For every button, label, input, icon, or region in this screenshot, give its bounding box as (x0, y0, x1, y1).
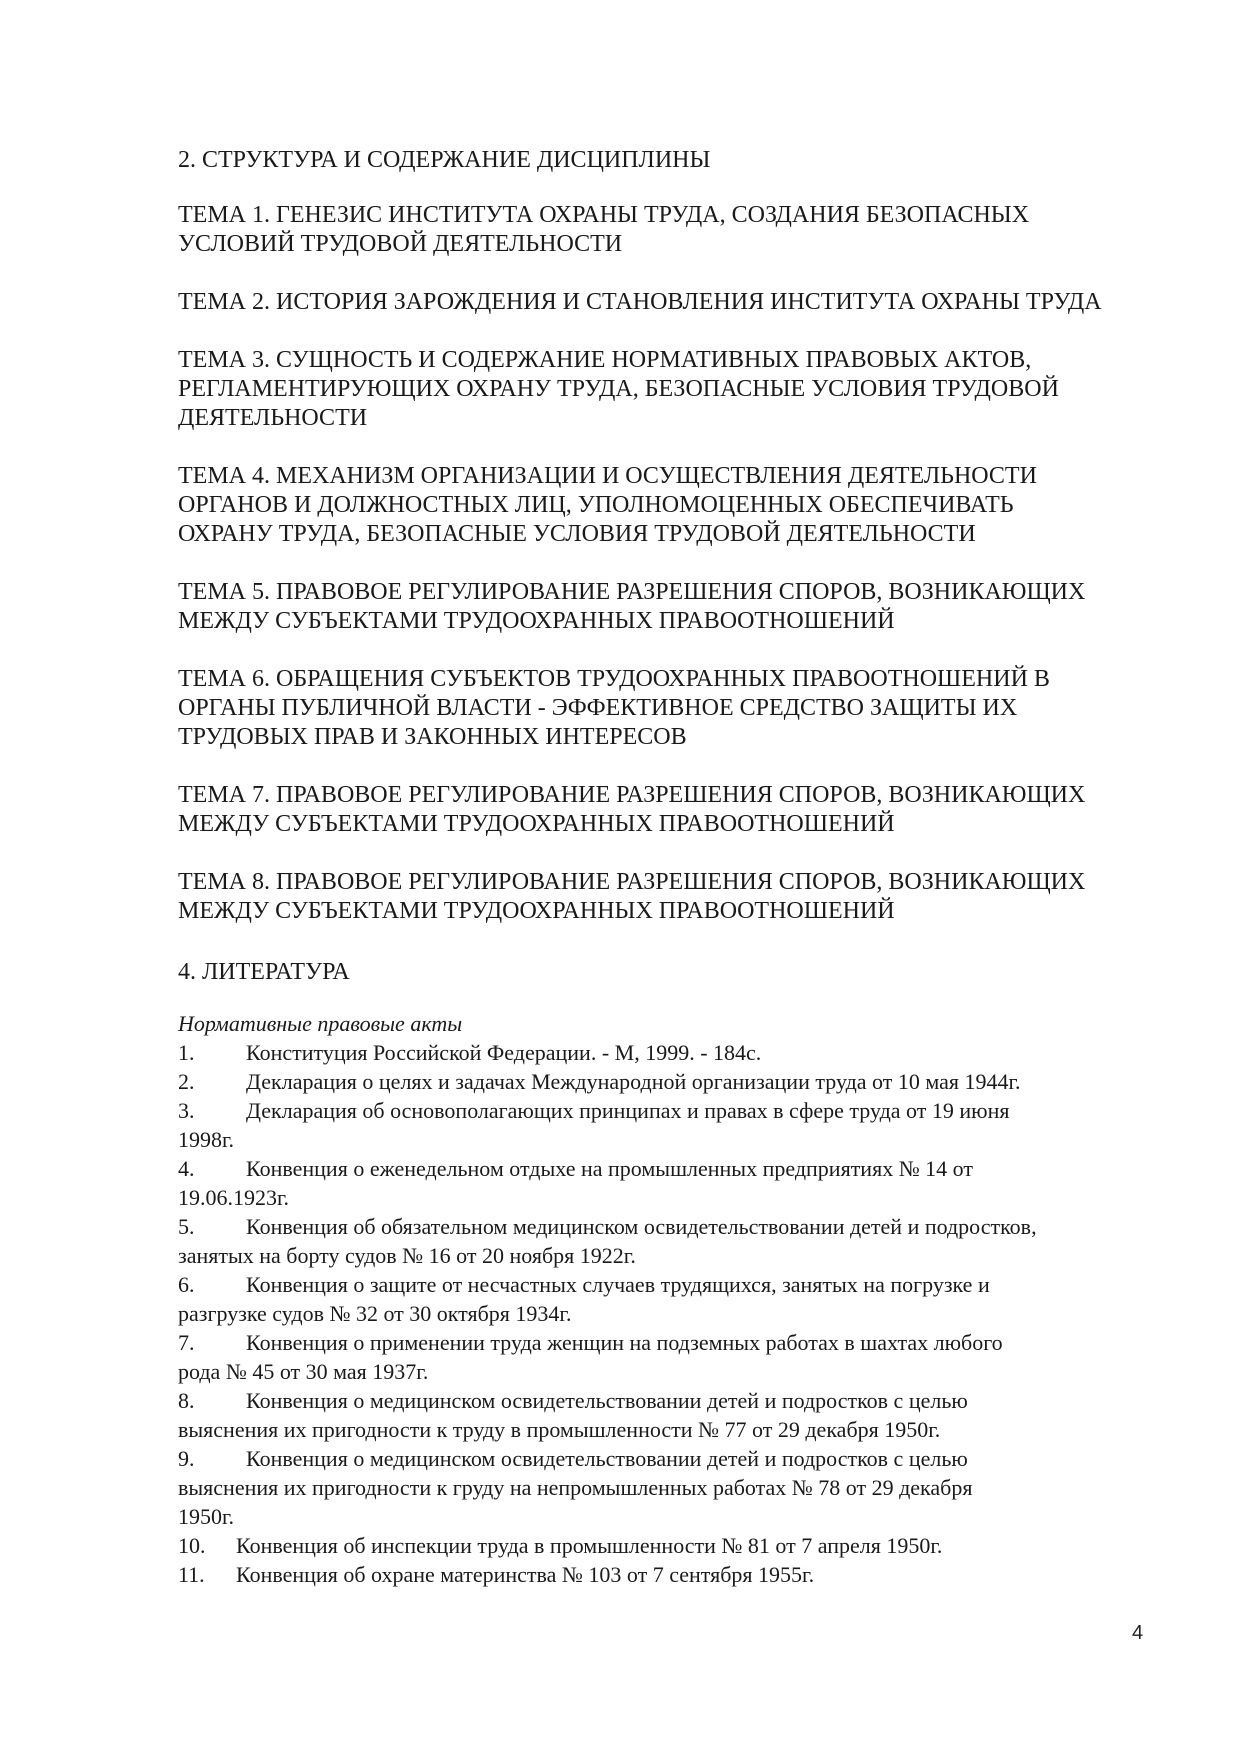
topic-line: ТЕМА 2. ИСТОРИЯ ЗАРОЖДЕНИЯ И СТАНОВЛЕНИЯ ИНСТИТУТА ОХРАНЫ ТРУДА (178, 289, 1102, 315)
topic-5 (178, 578, 1168, 636)
item-text: Конвенция о применении труда женщин на подземных работах в шахтах любого (246, 1330, 1003, 1355)
item-text: Конвенция о защите от несчастных случаев трудящихся, занятых на погрузке и (246, 1272, 990, 1297)
topic-line: ТЕМА 8. ПРАВОВОЕ РЕГУЛИРОВАНИЕ РАЗРЕШЕНИЯ СПОРОВ, ВОЗНИКАЮЩИХ (178, 869, 1086, 895)
topic-line: ТЕМА 1. ГЕНЕЗИС ИНСТИТУТА ОХРАНЫ ТРУДА, СОЗДАНИЯ БЕЗОПАСНЫХ (178, 202, 1030, 228)
topic-line: ТРУДОВЫХ ПРАВ И ЗАКОННЫХ ИНТЕРЕСОВ (178, 724, 687, 750)
item-text-continued: 1950г. (178, 1504, 235, 1529)
topic-line: ОРГАНЫ ПУБЛИЧНОЙ ВЛАСТИ - ЭФФЕКТИВНОЕ СРЕДСТВО ЗАЩИТЫ ИХ (178, 695, 1018, 721)
list-item (178, 1038, 1168, 1067)
topic-line: МЕЖДУ СУБЪЕКТАМИ ТРУДООХРАННЫХ ПРАВООТНОШЕНИЙ (178, 898, 895, 924)
item-number: 9. (178, 1446, 195, 1471)
topic-line: ТЕМА 3. СУЩНОСТЬ И СОДЕРЖАНИЕ НОРМАТИВНЫХ ПРАВОВЫХ АКТОВ, (178, 347, 1032, 373)
topic-line: МЕЖДУ СУБЪЕКТАМИ ТРУДООХРАННЫХ ПРАВООТНОШЕНИЙ (178, 811, 895, 837)
item-number: 4. (178, 1156, 195, 1181)
list-item (178, 1212, 1168, 1270)
topic-line: РЕГЛАМЕНТИРУЮЩИХ ОХРАНУ ТРУДА, БЕЗОПАСНЫЕ УСЛОВИЯ ТРУДОВОЙ (178, 376, 1059, 402)
literature-subheading: Нормативные правовые акты (178, 1011, 463, 1036)
topic-6 (178, 665, 1168, 752)
item-number: 3. (178, 1098, 195, 1123)
topic-8 (178, 868, 1168, 926)
item-text-continued: 1998г. (178, 1127, 235, 1152)
item-number: 1. (178, 1040, 195, 1065)
list-item (178, 1531, 1168, 1560)
list-item (178, 1444, 1168, 1531)
topic-4 (178, 462, 1168, 549)
topic-line: ТЕМА 6. ОБРАЩЕНИЯ СУБЪЕКТОВ ТРУДООХРАННЫХ ПРАВООТНОШЕНИЙ В (178, 666, 1050, 692)
list-item (178, 1154, 1168, 1212)
item-text: Конвенция о еженедельном отдыхе на промышленных предприятиях № 14 от (246, 1156, 974, 1181)
item-text: Конвенция о медицинском освидетельствовании детей и подростков с целью (246, 1446, 968, 1471)
item-text: Конвенция об обязательном медицинском освидетельствовании детей и подростков, (246, 1214, 1037, 1239)
item-number: 10. (178, 1533, 206, 1558)
page-content (178, 145, 1168, 1589)
topic-2 (178, 288, 1168, 317)
item-text: Конвенция о медицинском освидетельствовании детей и подростков с целью (246, 1388, 968, 1413)
topic-line: ТЕМА 7. ПРАВОВОЕ РЕГУЛИРОВАНИЕ РАЗРЕШЕНИЯ СПОРОВ, ВОЗНИКАЮЩИХ (178, 782, 1086, 808)
topic-line: ДЕЯТЕЛЬНОСТИ (178, 405, 368, 431)
list-item (178, 1270, 1168, 1328)
item-text-continued: разгрузке судов № 32 от 30 октября 1934г. (178, 1301, 572, 1326)
item-text: Декларация об основополагающих принципах и правах в сфере труда от 19 июня (246, 1098, 1010, 1123)
page-number: 4 (1132, 1622, 1144, 1644)
item-text: Конвенция об инспекции труда в промышленности № 81 от 7 апреля 1950г. (236, 1533, 943, 1558)
list-item (178, 1096, 1168, 1154)
list-item (178, 1560, 1168, 1589)
structure-heading: 2. СТРУКТУРА И СОДЕРЖАНИЕ ДИСЦИПЛИНЫ (178, 147, 711, 173)
item-text-continued: выяснения их пригодности к груду на непромышленных работах № 78 от 29 декабря (178, 1475, 973, 1500)
topic-line: ОХРАНУ ТРУДА, БЕЗОПАСНЫЕ УСЛОВИЯ ТРУДОВОЙ ДЕЯТЕЛЬНОСТИ (178, 521, 976, 547)
item-text-continued: занятых на борту судов № 16 от 20 ноября 1922г. (178, 1243, 636, 1268)
item-number: 6. (178, 1272, 195, 1297)
item-text-continued: выяснения их пригодности к труду в промышленности № 77 от 29 декабря 1950г. (178, 1417, 941, 1442)
literature-heading: 4. ЛИТЕРАТУРА (178, 959, 350, 985)
item-number: 2. (178, 1069, 195, 1094)
item-text: Конституция Российской Федерации. - М, 1999. - 184с. (246, 1040, 762, 1065)
topic-line: ТЕМА 5. ПРАВОВОЕ РЕГУЛИРОВАНИЕ РАЗРЕШЕНИЯ СПОРОВ, ВОЗНИКАЮЩИХ (178, 579, 1086, 605)
item-text: Декларация о целях и задачах Международной организации труда от 10 мая 1944г. (246, 1069, 1021, 1094)
item-text: Конвенция об охране материнства № 103 от 7 сентября 1955г. (236, 1562, 815, 1587)
list-item (178, 1386, 1168, 1444)
topic-7 (178, 781, 1168, 839)
topic-3 (178, 346, 1168, 433)
topic-line: ОРГАНОВ И ДОЛЖНОСТНЫХ ЛИЦ, УПОЛНОМОЦЕННЫХ ОБЕСПЕЧИВАТЬ (178, 492, 1014, 518)
topic-line: ТЕМА 4. МЕХАНИЗМ ОРГАНИЗАЦИИ И ОСУЩЕСТВЛЕНИЯ ДЕЯТЕЛЬНОСТИ (178, 463, 1037, 489)
topic-1 (178, 201, 1168, 259)
item-number: 5. (178, 1214, 195, 1239)
list-item (178, 1067, 1168, 1096)
item-number: 8. (178, 1388, 195, 1413)
item-text-continued: 19.06.1923г. (178, 1185, 290, 1210)
item-text-continued: рода № 45 от 30 мая 1937г. (178, 1359, 429, 1384)
item-number: 11. (178, 1562, 205, 1587)
topic-line: УСЛОВИЙ ТРУДОВОЙ ДЕЯТЕЛЬНОСТИ (178, 231, 623, 257)
literature-list (178, 1038, 1168, 1589)
list-item (178, 1328, 1168, 1386)
item-number: 7. (178, 1330, 195, 1355)
topic-line: МЕЖДУ СУБЪЕКТАМИ ТРУДООХРАННЫХ ПРАВООТНОШЕНИЙ (178, 608, 895, 634)
